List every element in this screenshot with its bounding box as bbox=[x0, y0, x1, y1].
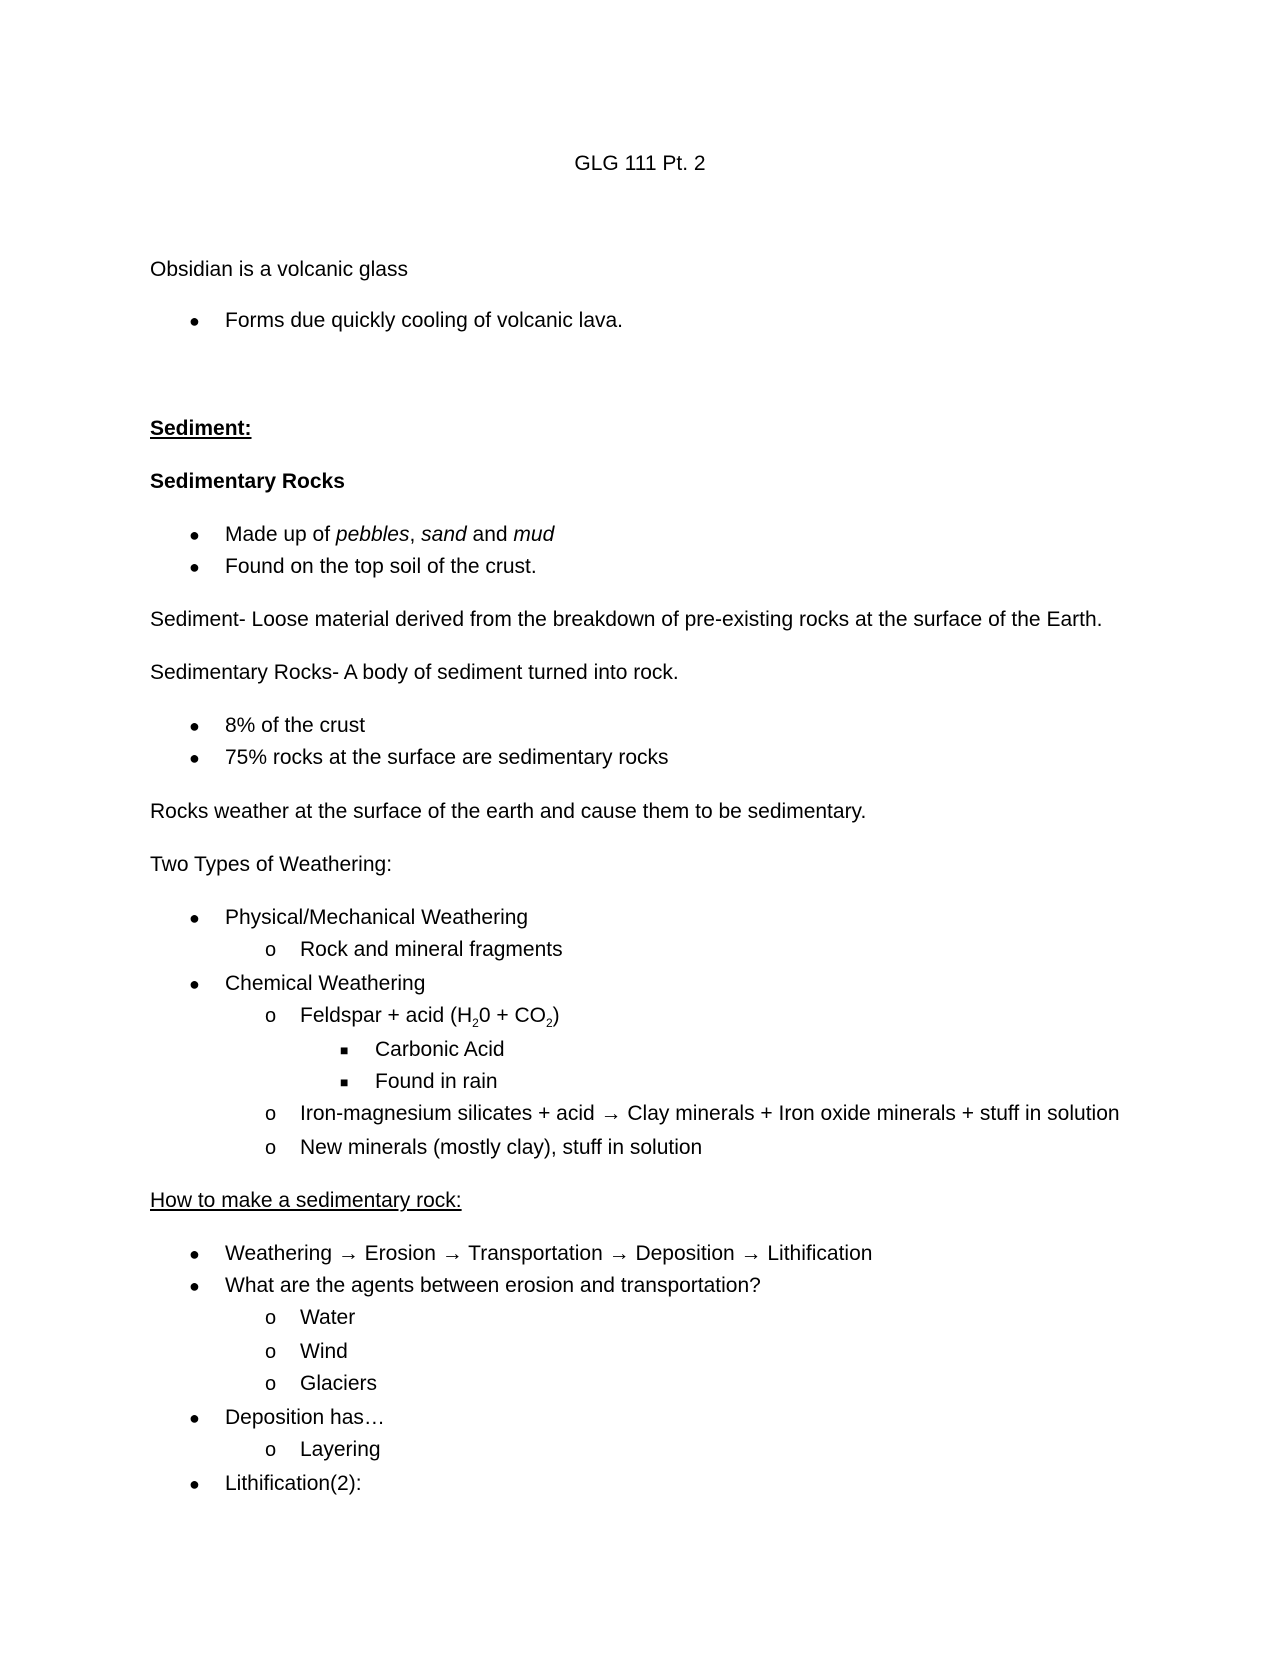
bullet-disc-icon: ● bbox=[189, 748, 200, 768]
weathering-sentence: Rocks weather at the surface of the earth and cause them to be sedimentary. bbox=[150, 800, 867, 823]
definition-sediment: Sediment- Loose material derived from the breakdown of pre-existing rocks at the surface of the Earth. bbox=[150, 608, 1103, 631]
bullet-circle-icon: o bbox=[265, 1137, 277, 1159]
bullet-circle-icon: o bbox=[265, 1373, 277, 1395]
bullet-disc-icon: ● bbox=[189, 1244, 200, 1264]
weathering-carbonic-acid: Carbonic Acid bbox=[375, 1038, 505, 1061]
agent-water: Water bbox=[300, 1306, 356, 1329]
bullet-disc-icon: ● bbox=[189, 908, 200, 928]
weathering-physical: Physical/Mechanical Weathering bbox=[225, 906, 529, 929]
stat-crust: 8% of the crust bbox=[225, 714, 366, 737]
bullet-disc-icon: ● bbox=[189, 974, 200, 994]
deposition-layering: Layering bbox=[300, 1438, 381, 1461]
definition-sedimentary-rocks: Sedimentary Rocks- A body of sediment turned into rock. bbox=[150, 661, 679, 684]
sedimentary-rocks-bullet-composition: Made up of pebbles, sand and mud bbox=[225, 523, 555, 546]
weathering-new-minerals: New minerals (mostly clay), stuff in solution bbox=[300, 1136, 703, 1159]
bullet-circle-icon: o bbox=[265, 1307, 277, 1329]
bullet-circle-icon: o bbox=[265, 1439, 277, 1461]
obsidian-heading: Obsidian is a volcanic glass bbox=[150, 258, 408, 281]
bullet-square-icon: ■ bbox=[340, 1074, 349, 1090]
agent-wind: Wind bbox=[300, 1340, 348, 1363]
weathering-chemical: Chemical Weathering bbox=[225, 972, 426, 995]
bullet-square-icon: ■ bbox=[340, 1042, 349, 1058]
sedimentary-rocks-heading: Sedimentary Rocks bbox=[150, 470, 345, 493]
bullet-disc-icon: ● bbox=[189, 1276, 200, 1296]
bullet-disc-icon: ● bbox=[189, 1474, 200, 1494]
sedimentary-rocks-bullet-location: Found on the top soil of the crust. bbox=[225, 555, 537, 578]
two-types-heading: Two Types of Weathering: bbox=[150, 853, 393, 876]
weathering-physical-detail: Rock and mineral fragments bbox=[300, 938, 563, 961]
how-to-agents-question: What are the agents between erosion and transportation? bbox=[225, 1274, 761, 1297]
bullet-circle-icon: o bbox=[265, 1341, 277, 1363]
how-to-heading: How to make a sedimentary rock: bbox=[150, 1189, 462, 1212]
bullet-circle-icon: o bbox=[265, 1103, 277, 1125]
how-to-process: Weathering → Erosion → Transportation → Deposition → Lithification bbox=[225, 1242, 873, 1265]
agent-glaciers: Glaciers bbox=[300, 1372, 378, 1395]
bullet-circle-icon: o bbox=[265, 1005, 277, 1027]
bullet-disc-icon: ● bbox=[189, 557, 200, 577]
weathering-feldspar: Feldspar + acid $(H_20 + CO_2)$ bbox=[300, 1004, 560, 1031]
lithification-item: Lithification(2): bbox=[225, 1472, 362, 1495]
weathering-iron-magnesium: Iron-magnesium silicates + acid → Clay minerals + Iron oxide minerals + stuff in solution bbox=[300, 1102, 1120, 1125]
bullet-disc-icon: ● bbox=[189, 1408, 200, 1428]
sediment-heading: Sediment: bbox=[150, 417, 252, 440]
weathering-found-in-rain: Found in rain bbox=[375, 1070, 498, 1093]
stat-surface: 75% rocks at the surface are sedimentary rocks bbox=[225, 746, 669, 769]
document-title: GLG 111 Pt. 2 bbox=[574, 152, 706, 175]
bullet-disc-icon: ● bbox=[189, 716, 200, 736]
bullet-disc-icon: ● bbox=[189, 311, 200, 331]
bullet-disc-icon: ● bbox=[189, 525, 200, 545]
deposition-item: Deposition has… bbox=[225, 1406, 385, 1429]
bullet-circle-icon: o bbox=[265, 939, 277, 961]
obsidian-bullet: Forms due quickly cooling of volcanic lava. bbox=[225, 309, 624, 332]
